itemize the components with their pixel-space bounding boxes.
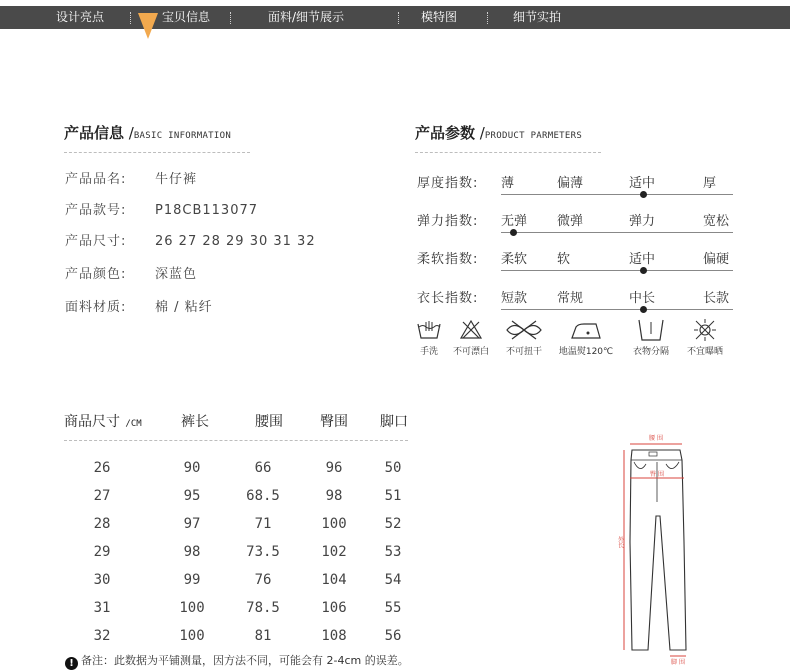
size-col-hip: 臀围 [320,414,348,430]
active-tab-arrow [138,13,158,39]
param-row [417,248,737,274]
param-option: 适中 [629,176,656,191]
care-hand-wash [412,318,446,357]
param-selected-dot [640,191,647,198]
info-label: 产品尺寸: [65,234,127,249]
param-row [417,287,737,313]
param-option: 弹力 [629,214,656,229]
size-cell-length: 100 [179,628,205,644]
care-label: 不可扭干 [505,347,542,357]
info-label: 产品颜色: [65,267,127,282]
param-option: 短款 [501,291,528,306]
param-scale-line [501,309,733,310]
divider [64,440,408,441]
params-title: 产品参数 /PRODUCT PARMETERS [415,124,583,142]
hand-wash-icon [416,318,442,342]
size-cell-waist: 68.5 [246,488,280,504]
nav-bar [0,6,790,29]
info-row-material [65,296,213,315]
care-label: 地温熨120℃ [558,347,614,357]
nav-item-fabric[interactable]: 面料/细节展示 [268,10,345,24]
care-label: 手洗 [419,347,438,357]
info-row-color [65,263,197,282]
size-cell-length: 97 [183,516,201,532]
size-cell-hem: 54 [384,572,402,588]
size-cell-size: 28 [93,516,111,532]
params-title-cn: 产品参数 [415,124,476,142]
size-cell-hip: 106 [321,600,347,616]
size-cell-waist: 76 [254,572,272,588]
param-selected-dot [640,306,647,313]
length-label: 外长 [616,536,624,548]
divider [64,152,250,153]
param-label: 衣长指数: [417,291,479,306]
param-option: 厚 [703,176,717,191]
hip-label: 臀 围 [650,471,664,478]
care-low-iron [556,318,616,357]
size-cell-waist: 73.5 [246,544,280,560]
param-option: 长款 [703,291,730,306]
param-option: 宽松 [703,214,730,229]
divider [415,152,601,153]
no-sun-icon [693,318,717,342]
nav-item-product-info[interactable]: 宝贝信息 [162,10,211,24]
care-wash-separately [626,318,676,357]
size-cell-waist: 71 [254,516,272,532]
param-label: 柔软指数: [417,252,479,267]
info-value: 牛仔裤 [155,172,198,187]
care-label: 衣物分隔 [632,347,669,357]
size-cell-hem: 51 [384,488,402,504]
size-col-hem: 脚口 [380,414,408,430]
waist-label: 腰 围 [649,435,663,442]
param-selected-dot [640,267,647,274]
params-title-en: PRODUCT PARMETERS [484,131,583,141]
param-option: 无弹 [501,214,528,229]
size-cell-length: 95 [183,488,201,504]
info-label: 产品款号: [65,203,127,218]
size-cell-size: 30 [93,572,111,588]
info-row-name [65,168,197,187]
wash-separately-icon [636,318,666,342]
basic-info-title-en: BASIC INFORMATION [133,131,232,141]
size-cell-length: 98 [183,544,201,560]
param-option: 微弹 [557,214,584,229]
low-iron-icon [568,318,604,342]
nav-item-design[interactable]: 设计亮点 [56,10,105,24]
basic-info-title: 产品信息 /BASIC INFORMATION [64,124,232,142]
size-cell-hip: 98 [325,488,343,504]
size-cell-waist: 81 [254,628,272,644]
param-scale-line [501,232,733,233]
param-scale-line [501,194,733,195]
size-cell-size: 29 [93,544,111,560]
pants-outline [630,450,686,650]
nav-separator [487,12,488,24]
pants-diagram [600,430,700,668]
info-value: 深蓝色 [155,267,198,282]
nav-item-model[interactable]: 模特图 [421,10,458,24]
info-row-style-no [65,199,258,218]
param-option: 薄 [501,176,515,191]
nav-separator [230,12,231,24]
size-header-unit: /CM [125,419,142,429]
size-cell-waist: 66 [254,460,272,476]
param-option: 中长 [629,291,656,306]
param-row [417,172,737,198]
size-cell-hem: 55 [384,600,402,616]
nav-separator [130,12,131,24]
size-cell-hem: 52 [384,516,402,532]
no-wring-icon [504,318,544,342]
param-option: 偏薄 [557,176,584,191]
param-label: 弹力指数: [417,214,479,229]
param-option: 柔软 [501,252,528,267]
size-cell-length: 100 [179,600,205,616]
size-col-waist: 腰围 [255,414,283,430]
info-label: 面料材质: [65,300,127,315]
size-cell-hip: 102 [321,544,347,560]
size-cell-length: 90 [183,460,201,476]
info-value: 棉 / 粘纤 [155,300,213,315]
size-cell-length: 99 [183,572,201,588]
param-option: 偏硬 [703,252,730,267]
size-cell-hip: 96 [325,460,343,476]
size-cell-hip: 108 [321,628,347,644]
size-header-label: 商品尺寸 [64,414,120,430]
info-value: P18CB113077 [155,203,259,218]
note-text: 备注：此数据为平铺测量，因方法不同，可能会有 2-4cm 的误差。 [81,654,409,667]
hem-label: 脚 围 [671,659,685,666]
size-col-length: 裤长 [181,414,209,430]
care-label: 不可漂白 [452,347,489,357]
param-option: 软 [557,252,571,267]
param-row [417,210,737,236]
care-no-sun [680,318,730,357]
size-cell-hem: 53 [384,544,402,560]
param-label: 厚度指数: [417,176,479,191]
size-cell-waist: 78.5 [246,600,280,616]
size-cell-size: 26 [93,460,111,476]
param-selected-dot [510,229,517,236]
nav-item-details[interactable]: 细节实拍 [513,10,562,24]
care-no-bleach [446,318,496,357]
info-value: 26 27 28 29 30 31 32 [155,234,316,249]
no-bleach-icon [459,318,483,342]
size-cell-size: 27 [93,488,111,504]
nav-separator [398,12,399,24]
size-cell-hem: 56 [384,628,402,644]
info-row-sizes [65,230,316,249]
care-no-wring [499,318,549,357]
measurement-note [65,652,409,670]
basic-info-title-cn: 产品信息 [64,124,125,142]
size-cell-hip: 100 [321,516,347,532]
size-cell-size: 31 [93,600,111,616]
warning-icon: ! [65,657,78,670]
param-option: 适中 [629,252,656,267]
size-cell-hem: 50 [384,460,402,476]
info-label: 产品品名: [65,172,127,187]
param-scale-line [501,270,733,271]
size-cell-size: 32 [93,628,111,644]
size-table-title [64,411,142,431]
care-label: 不宜曝晒 [686,347,723,357]
size-cell-hip: 104 [321,572,347,588]
param-option: 常规 [557,291,584,306]
